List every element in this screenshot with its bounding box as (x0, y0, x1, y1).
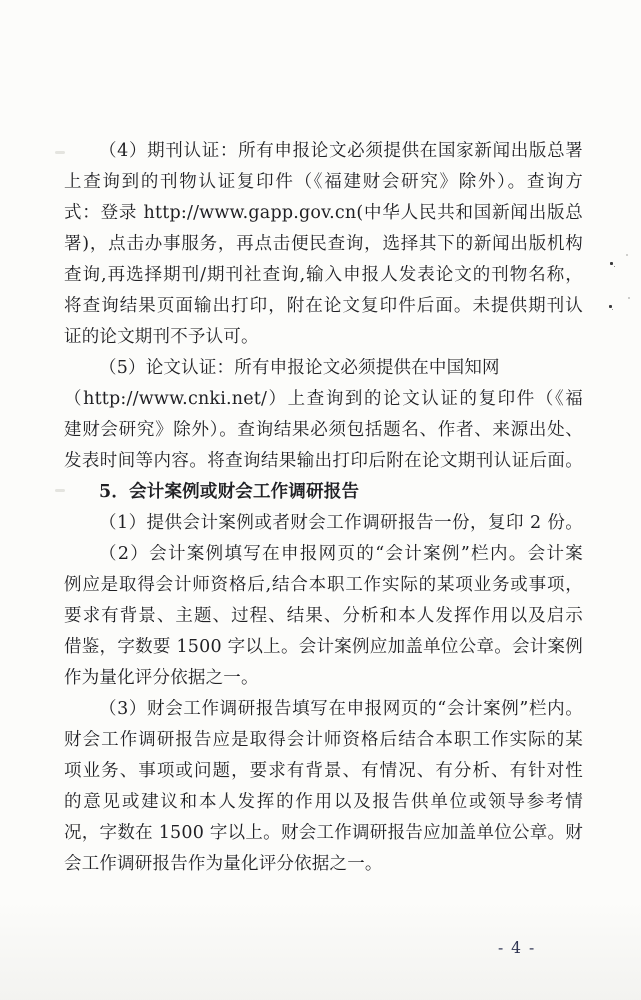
text-line: 项业务、事项或问题，要求有背景、有情况、有分析、有针对性 (64, 761, 583, 781)
text-line: 查询,再选择期刊/期刊社查询,输入申报人发表论文的刊物名称， (64, 265, 583, 285)
text-line: （1）提供会计案例或者财会工作调研报告一份，复印 2 份。 (99, 513, 583, 533)
text-line: 例应是取得会计师资格后,结合本职工作实际的某项业务或事项， (64, 575, 583, 595)
text-line: 会工作调研报告作为量化评分依据之一。 (64, 854, 383, 874)
text-line: 建财会研究》除外）。查询结果必须包括题名、作者、来源出处、 (64, 420, 583, 440)
text-line: 作为量化评分依据之一。 (64, 668, 259, 688)
text-line: 上查询到的刊物认证复印件（《福建财会研究》除外）。查询方 (64, 172, 583, 192)
scan-speck (609, 305, 612, 308)
text-line: 财会工作调研报告应是取得会计师资格后结合本职工作实际的某 (64, 730, 583, 750)
scan-smudge (55, 489, 65, 492)
section-heading: 5．会计案例或财会工作调研报告 (99, 482, 360, 502)
document-body (64, 136, 583, 880)
text-line: 署)，点击办事服务，再点击便民查询，选择其下的新闻出版机构 (64, 234, 583, 254)
text-line: 发表时间等内容。将查询结果输出打印后附在论文期刊认证后面。 (64, 451, 583, 471)
text-line: 证的论文期刊不予认可。 (64, 327, 259, 347)
text-line: （3）财会工作调研报告填写在申报网页的“会计案例”栏内。 (99, 699, 583, 719)
text-line: （http://www.cnki.net/）上查询到的论文认证的复印件（《福 (64, 389, 583, 409)
text-line: 借鉴，字数要 1500 字以上。会计案例应加盖单位公章。会计案例 (64, 637, 583, 657)
text-line: 况，字数在 1500 字以上。财会工作调研报告应加盖单位公章。财 (64, 823, 583, 843)
text-line: 式：登录 http://www.gapp.gov.cn(中华人民共和国新闻出版总 (64, 203, 583, 223)
scan-speck (626, 254, 628, 256)
page-number: - 4 - (498, 939, 536, 957)
text-line: 的意见或建议和本人发挥的作用以及报告供单位或领导参考情 (64, 792, 583, 812)
text-line: 将查询结果页面输出打印，附在论文复印件后面。未提供期刊认 (64, 296, 583, 316)
scan-smudge (55, 151, 65, 154)
text-line: （2）会计案例填写在申报网页的“会计案例”栏内。会计案 (99, 544, 583, 564)
text-line: 要求有背景、主题、过程、结果、分析和本人发挥作用以及启示 (64, 606, 583, 626)
scan-speck (610, 262, 613, 265)
text-line: （4）期刊认证：所有申报论文必须提供在国家新闻出版总署 (99, 141, 583, 161)
scan-speck (628, 297, 630, 299)
text-line: （5）论文认证：所有申报论文必须提供在中国知网 (99, 358, 500, 378)
